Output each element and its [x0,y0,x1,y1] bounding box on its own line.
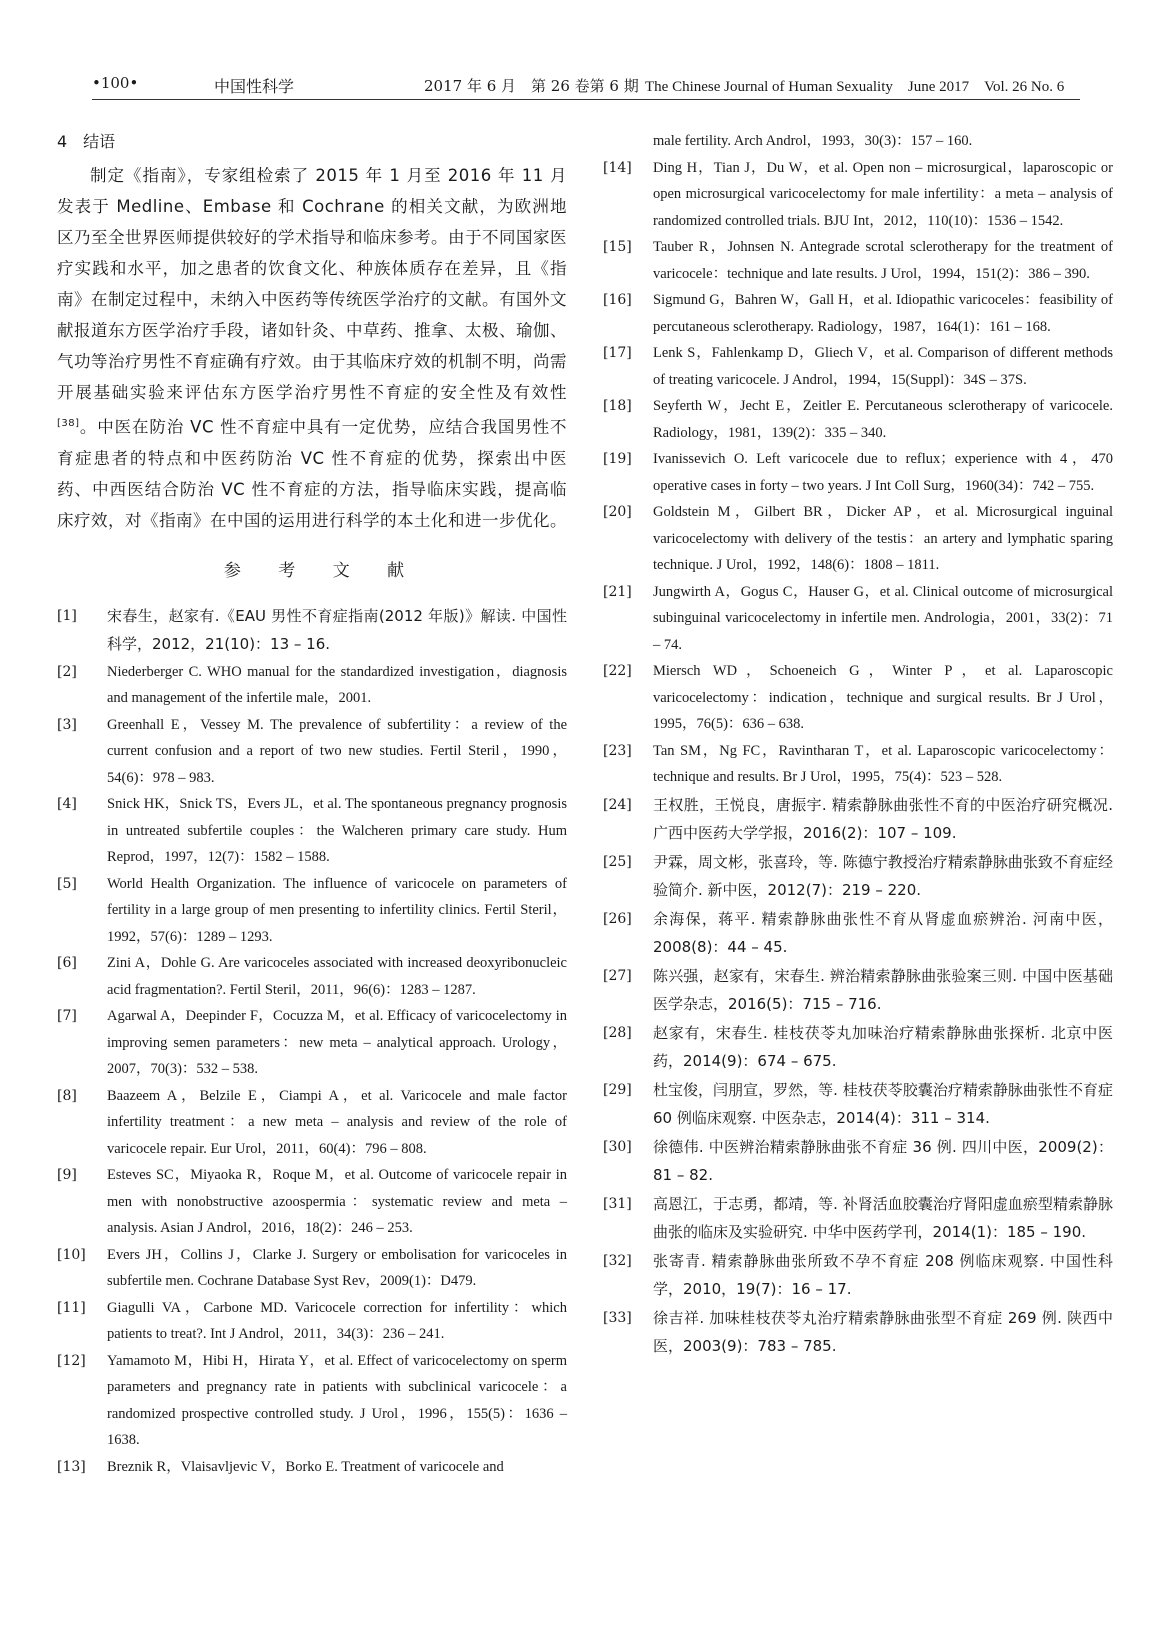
reference-item [603,340,1113,393]
reference-item [603,287,1113,340]
conclusion-text: 制定《指南》，专家组检索了 2015 年 1 月至 2016 年 11 月发表于 Medline、Embase 和 Cochrane 的相关文献，为欧洲地区乃至全世界医师提供较好的学术指导和临床参考。由于不同国家医疗实践和水平，加之患者的饮食文化、种族体质存在差异，且《指南》在制定过程中，未纳入中医药等传统医学治疗的文献。有国外文献报道东方医学治疗手段，诸如针灸、中草药、推拿、太极、瑜伽、气功等治疗男性不育症确有疗效。由于其临床疗效的机制不明，尚需开展基础实验来评估东方医学治疗男性不育症的安全性及有效性 [57,166,567,402]
reference-number: [6] [57,955,77,971]
reference-item [603,234,1113,287]
reference-item [57,659,567,712]
reference-number: [30] [603,1138,632,1155]
reference-item [603,848,1113,905]
reference-number: [27] [603,967,632,984]
reference-text: Lenk S，Fahlenkamp D，Gliech V，et al. Comparison of different methods of treating varicocele. J Androl，1994，15(Suppl)：34S – 37S. [653,345,1113,388]
reference-number: [24] [603,796,632,813]
reference-text: 赵家有，宋春生. 桂枝茯苓丸加味治疗精索静脉曲张探析. 北京中医药，2014(9)：674 – 675. [653,1023,1113,1070]
reference-text: Breznik R，Vlaisavljevic V，Borko E. Treatment of varicocele and [107,1458,504,1475]
reference-list-right [603,128,1113,1361]
reference-number: [26] [603,910,632,927]
reference-text: 张寄青. 精索静脉曲张所致不孕不育症 208 例临床观察. 中国性科学，2010，19(7)：16 – 17. [653,1251,1113,1298]
reference-text: 宋春生，赵家有.《EAU 男性不育症指南(2012 年版)》解读. 中国性科学，2012，21(10)：13 – 16. [107,606,567,653]
reference-text: Sigmund G，Bahren W，Gall H，et al. Idiopathic varicoceles：feasibility of percutaneous sclerotherapy. Radiology，1987，164(1)：161 – 168. [653,292,1113,335]
reference-item [603,499,1113,579]
reference-item [57,1162,567,1242]
reference-text: Jungwirth A，Gogus C，Hauser G，et al. Clinical outcome of microsurgical subinguinal varicocelectomy in infertile men. Andrologia，2001，33(2)：71 – 74. [653,583,1113,653]
reference-text: World Health Organization. The influence of varicocele on parameters of fertility in a large group of men presenting to infertility clinics. Fertil Steril，1992，57(6)：1289 – 1293. [107,875,567,945]
reference-text: Niederberger C. WHO manual for the standardized investigation，diagnosis and management of the infertile male，2001. [107,663,567,706]
reference-number: [20] [603,504,632,520]
reference-text: Agarwal A，Deepinder F，Cocuzza M，et al. Efficacy of varicocelectomy in improving semen parameters：new meta – analytical approach. Urology，2007，70(3)：532 – 538. [107,1008,567,1077]
reference-text: Goldstein M，Gilbert BR，Dicker AP，et al. Microsurgical inguinal varicocelectomy with delivery of the testis：an artery and lymphatic sparing technique. J Urol，1992，148(6)：1808 – 1811. [653,504,1113,573]
reference-text: Ivanissevich O. Left varicocele due to reflux；experience with 4，470 operative cases in forty – two years. J Int Coll Surg，1960(34)：742 – 755. [653,451,1113,494]
reference-item [603,446,1113,499]
reference-number: [21] [603,583,632,600]
reference-item [603,905,1113,962]
reference-item [603,393,1113,446]
reference-number: [28] [603,1024,632,1041]
reference-item [603,1133,1113,1190]
reference-item [603,155,1113,235]
right-column [603,128,1113,1361]
running-header [92,70,1080,98]
reference-number: [5] [57,875,77,892]
reference-number: [9] [57,1167,77,1183]
reference-text: Giagulli VA，Carbone MD. Varicocele correction for infertility：which patients to treat?. Int J Androl，2011，34(3)：236 – 241. [107,1299,567,1342]
reference-item [603,962,1113,1019]
reference-number: [12] [57,1352,86,1369]
reference-number: [14] [603,159,632,176]
reference-number: [3] [57,716,77,733]
reference-number: [18] [603,398,632,414]
reference-item [57,1242,567,1295]
reference-number: [25] [603,853,632,870]
reference-number: [16] [603,292,632,308]
reference-text: Snick HK，Snick TS，Evers JL，et al. The spontaneous pregnancy prognosis in untreated subfertile couples：the Walcheren primary care study. Hum Reprod，1997，12(7)：1582 – 1588. [107,796,567,865]
reference-number: [1] [57,607,77,624]
left-column [57,128,567,1480]
reference-item [57,791,567,871]
reference-number: [19] [603,451,632,467]
reference-number: [32] [603,1252,632,1269]
reference-text: Greenhall E，Vessey M. The prevalence of subfertility：a review of the current confusion and a report of two new studies. Fertil Steril，1990，54(6)：978 – 983. [107,716,567,786]
reference-text: Seyferth W，Jecht E，Zeitler E. Percutaneous sclerotherapy of varicocele. Radiology，1981，139(2)：335 – 340. [653,398,1113,441]
reference-item [57,1454,567,1481]
reference-item [57,602,567,659]
reference-text: Zini A，Dohle G. Are varicoceles associated with increased deoxyribonucleic acid fragmentation?. Fertil Steril，2011，96(6)：1283 – 1287. [107,955,567,998]
conclusion-paragraph [57,160,567,536]
reference-item [603,1304,1113,1361]
reference-number: [23] [603,742,632,759]
reference-number: [29] [603,1081,632,1098]
reference-text: 陈兴强，赵家有，宋春生. 辨治精索静脉曲张验案三则. 中国中医基础医学杂志，2016(5)：715 – 716. [653,966,1113,1013]
reference-text: Tan SM，Ng FC，Ravintharan T，et al. Laparoscopic varicocelectomy：technique and results. Br J Urol，1995，75(4)：523 – 528. [653,742,1113,785]
reference-item [57,1083,567,1163]
reference-text: 尹霖，周文彬，张喜玲，等. 陈德宁教授治疗精索静脉曲张致不育症经验简介. 新中医，2012(7)：219 – 220. [653,852,1113,899]
reference-item [57,1295,567,1348]
reference-text: 杜宝俊，闫朋宣，罗然，等. 桂枝茯苓胶囊治疗精索静脉曲张性不育症 60 例临床观察. 中医杂志，2014(4)：311 – 314. [653,1080,1113,1127]
reference-number: [2] [57,663,77,680]
reference-text: Ding H，Tian J，Du W，et al. Open non – microsurgical，laparoscopic or open microsurgical varicocelectomy for male infertility：a meta – analysis of randomized controlled trials. BJU Int，2012，110(10)：1536 – 1542. [653,159,1113,229]
reference-number: [7] [57,1008,77,1024]
reference-number: [33] [603,1309,632,1326]
reference-text: Yamamoto M，Hibi H，Hirata Y，et al. Effect of varicocelectomy on sperm parameters and pregnancy rate in patients with subclinical varicocele：a randomized prospective controlled study. J Urol，1996，155(5)：1636 – 1638. [107,1352,567,1448]
reference-text: 高恩江，于志勇，都靖，等. 补肾活血胶囊治疗肾阳虚血瘀型精索静脉曲张的临床及实验研究. 中华中医药学刊，2014(1)：185 – 190. [653,1194,1113,1241]
issue-info: 2017 年 6 月 第 26 卷第 6 期 [424,77,639,95]
reference-text: Baazeem A，Belzile E，Ciampi A，et al. Varicocele and male factor infertility treatment：a new meta – analysis and review of the role of varicocele repair. Eur Urol，2011，60(4)：796 – 808. [107,1087,567,1157]
header-divider [92,99,1080,100]
reference-item [603,738,1113,791]
reference-text: 王权胜，王悦良，唐振宇. 精索静脉曲张性不育的中医治疗研究概况. 广西中医药大学学报，2016(2)：107 – 109. [653,795,1113,842]
reference-item [603,1190,1113,1247]
reference-number: [4] [57,796,77,812]
page-number: •100• [92,74,139,92]
reference-text: male fertility. Arch Androl，1993，30(3)：157 – 160. [653,133,973,149]
reference-number: [10] [57,1246,86,1263]
reference-item [57,871,567,951]
references-heading: 参 考 文 献 [223,560,421,581]
reference-item [603,791,1113,848]
reference-number: [15] [603,239,632,255]
section-title: 4 结语 [57,132,116,151]
reference-list-left [57,602,567,1481]
conclusion-text-tail: 。中医在防治 VC 性不育症中具有一定优势，应结合我国男性不育症患者的特点和中医药防治 VC 性不育症的优势，探索出中医药、中西医结合防治 VC 性不育症的方法，指导临床实践，提高临床疗效，对《指南》在中国的运用进行科学的本土化和进一步优化。 [57,417,567,530]
reference-text: 徐德伟. 中医辨治精索静脉曲张不育症 36 例. 四川中医，2009(2)：81 – 82. [653,1137,1113,1184]
reference-item [603,579,1113,659]
reference-number: [13] [57,1458,86,1475]
reference-item [57,1348,567,1454]
citation-link[interactable]: [38] [57,418,80,429]
reference-item [603,1019,1113,1076]
reference-item [57,1003,567,1083]
reference-text: 余海保，蒋平. 精索静脉曲张性不育从肾虚血瘀辨治. 河南中医，2008(8)：44 – 45. [653,909,1113,956]
reference-text: Tauber R，Johnsen N. Antegrade scrotal sclerotherapy for the treatment of varicocele：technique and late results. J Urol，1994，151(2)：386 – 390. [653,239,1113,282]
reference-item [603,658,1113,738]
reference-text: Esteves SC，Miyaoka R，Roque M，et al. Outcome of varicocele repair in men with nonobstructive azoospermia：systematic review and meta – analysis. Asian J Androl，2016，18(2)：246 – 253. [107,1167,567,1236]
reference-item [603,1076,1113,1133]
english-journal-title: The Chinese Journal of Human Sexuality June 2017 Vol. 26 No. 6 [645,79,1065,95]
reference-text: Evers JH，Collins J，Clarke J. Surgery or embolisation for varicoceles in subfertile men. Cochrane Database Syst Rev，2009(1)：D479. [107,1246,567,1289]
reference-item [603,128,1113,155]
reference-number: [11] [57,1299,86,1316]
reference-number: [31] [603,1195,632,1212]
reference-item [57,950,567,1003]
reference-text: 徐吉祥. 加味桂枝茯苓丸治疗精索静脉曲张型不育症 269 例. 陕西中医，2003(9)：783 – 785. [653,1308,1113,1355]
reference-number: [8] [57,1087,77,1104]
journal-title: 中国性科学 [214,77,295,96]
reference-item [57,712,567,792]
reference-text: Miersch WD，Schoeneich G，Winter P，et al. Laparoscopic varicocelectomy：indication，technique and surgical results. Br J Urol，1995，76(5)：636 – 638. [653,663,1113,732]
reference-item [603,1247,1113,1304]
reference-number: [17] [603,345,632,361]
reference-number: [22] [603,663,632,679]
